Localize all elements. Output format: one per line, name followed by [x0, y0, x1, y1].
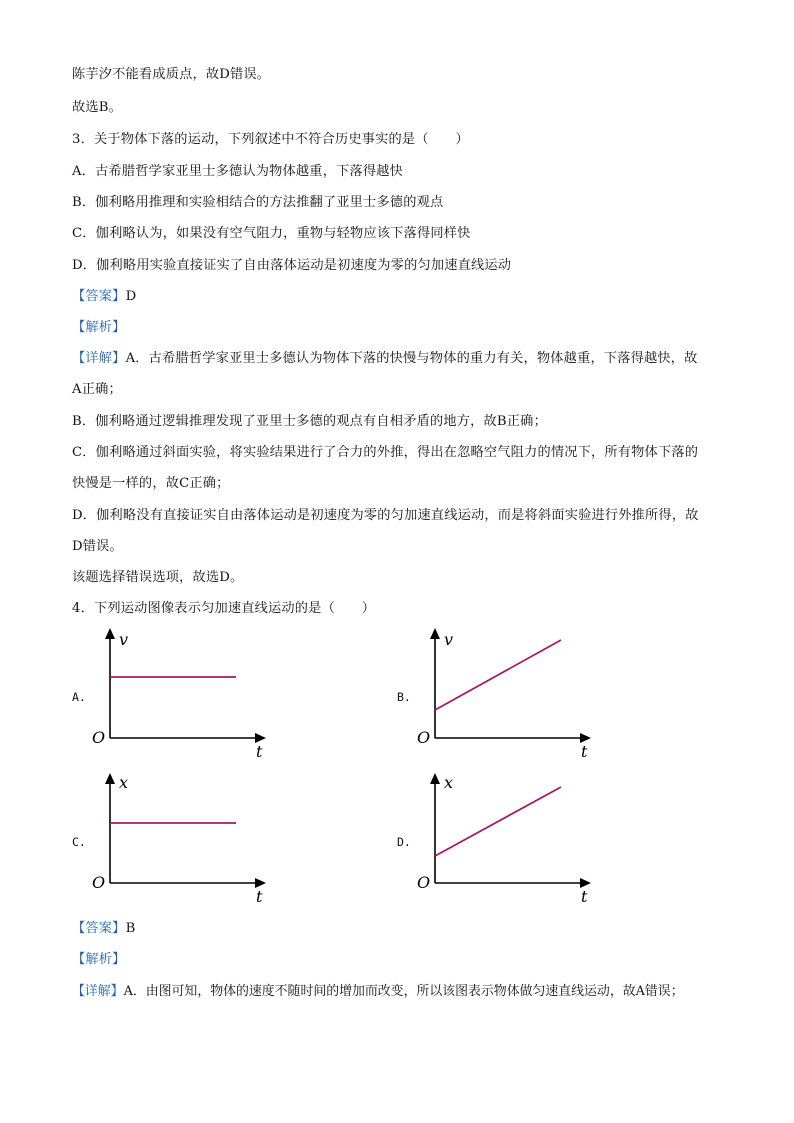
- y-axis-arrow: [430, 773, 440, 784]
- y-axis-label: v: [119, 630, 129, 649]
- answer-value: D: [125, 289, 137, 304]
- text-line: C．伽利略通过斜面实验，将实验结果进行了合力的外推，得出在忽略空气阻力的情况下，所有物体下落的: [72, 445, 699, 460]
- text-line: 快慢是一样的，故C正确；: [72, 476, 230, 491]
- detail-tag: 【详解】: [72, 984, 124, 999]
- question-3-option-b: B．伽利略用推理和实验相结合的方法推翻了亚里士多德的观点: [72, 195, 444, 210]
- question-3-option-d: D．伽利略用实验直接证实了自由落体运动是初速度为零的匀加速直线运动: [72, 258, 512, 273]
- answer-tag: 【答案】: [72, 289, 126, 304]
- graph-option-b: [413, 626, 603, 766]
- y-axis-arrow: [430, 628, 440, 639]
- origin-label: O: [92, 873, 106, 892]
- detail-text: A．由图可知，物体的速度不随时间的增加而改变，所以该图表示物体做匀速直线运动，故A错误；: [123, 984, 684, 999]
- question-3-answer: [72, 288, 136, 306]
- graph-option-c: [88, 771, 278, 911]
- option-b-label: B.: [397, 690, 411, 704]
- text-line: D错误。: [72, 539, 123, 554]
- y-axis-label: x: [444, 773, 454, 792]
- question-3-conclusion: 该题选择错误选项，故选D。: [72, 570, 244, 585]
- detail-tag: 【详解】: [72, 351, 126, 366]
- option-d-label: D.: [397, 835, 411, 849]
- data-line: [435, 640, 561, 710]
- analysis-tag: 【解析】: [72, 952, 126, 967]
- text-line: 故选B。: [72, 100, 123, 115]
- y-axis-label: x: [119, 773, 129, 792]
- detail-text: A．古希腊哲学家亚里士多德认为物体下落的快慢与物体的重力有关，物体越重，下落得越快，故: [125, 351, 698, 366]
- text-line: D．伽利略没有直接证实自由落体运动是初速度为零的匀加速直线运动，而是将斜面实验进行外推所得，故: [72, 508, 699, 523]
- text-line: 陈芋汐不能看成质点，故D错误。: [72, 67, 271, 82]
- option-c-label: C.: [72, 835, 86, 849]
- x-axis-label: t: [581, 742, 588, 761]
- origin-label: O: [417, 873, 431, 892]
- graph-option-a: [88, 626, 278, 766]
- y-axis-arrow: [105, 628, 115, 639]
- question-4-detail: [72, 983, 684, 1001]
- x-axis-label: t: [256, 887, 263, 906]
- x-axis-label: t: [581, 887, 588, 906]
- data-line: [435, 787, 561, 856]
- origin-label: O: [92, 728, 106, 747]
- text-line: A正确；: [72, 382, 122, 397]
- y-axis-arrow: [105, 773, 115, 784]
- analysis-tag: 【解析】: [72, 320, 126, 335]
- origin-label: O: [417, 728, 431, 747]
- question-3-detail: [72, 350, 698, 368]
- question-3-option-a: A．古希腊哲学家亚里士多德认为物体越重，下落得越快: [72, 164, 404, 179]
- question-4-analysis: [72, 951, 126, 969]
- question-4-answer: [72, 920, 135, 938]
- x-axis-label: t: [256, 742, 263, 761]
- answer-tag: 【答案】: [72, 921, 126, 936]
- answer-value: B: [125, 921, 136, 936]
- question-3-stem: 3．关于物体下落的运动，下列叙述中不符合历史事实的是（ ）: [72, 132, 469, 147]
- question-3-analysis: [72, 319, 126, 337]
- question-4-stem: 4．下列运动图像表示匀加速直线运动的是（ ）: [72, 601, 376, 616]
- option-a-label: A.: [72, 690, 86, 704]
- question-3-option-c: C．伽利略认为，如果没有空气阻力，重物与轻物应该下落得同样快: [72, 226, 471, 241]
- graph-option-d: [413, 771, 603, 911]
- text-line: B．伽利略通过逻辑推理发现了亚里士多德的观点有自相矛盾的地方，故B正确；: [72, 414, 547, 429]
- y-axis-label: v: [444, 630, 454, 649]
